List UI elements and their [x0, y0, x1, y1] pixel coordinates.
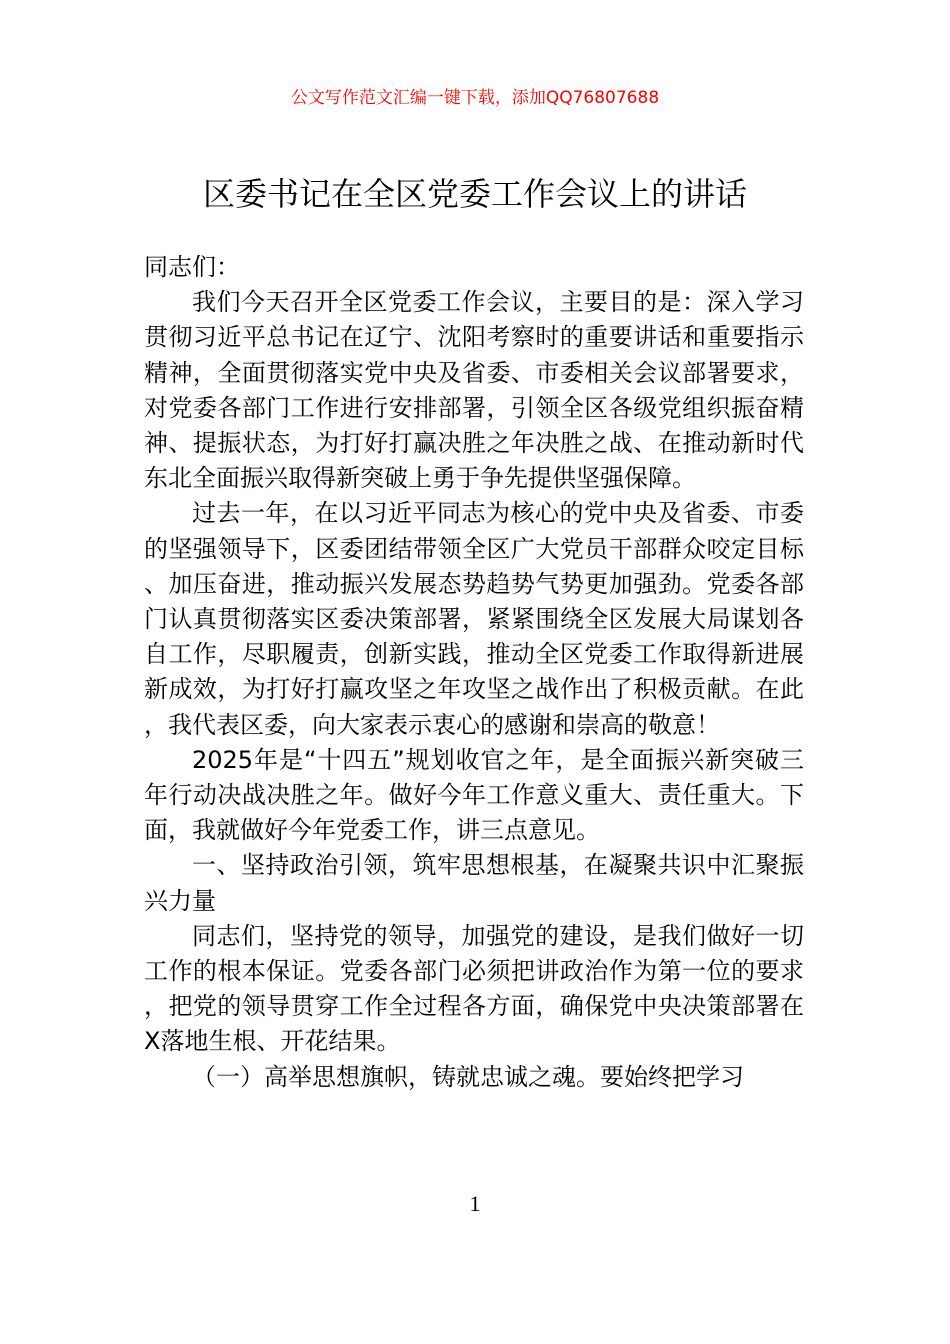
section-heading: 一、坚持政治引领，筑牢思想根基，在凝聚共识中汇聚振兴力量: [144, 851, 804, 915]
salutation: 同志们：: [144, 253, 240, 281]
paragraph: 2025年是“十四五”规划收官之年，是全面振兴新突破三年行动决战决胜之年。做好今年工作意义重大、责任重大。下面，我就做好今年党委工作，讲三点意见。: [144, 745, 804, 845]
promo-banner: 公文写作范文汇编一键下载，添加QQ76807688: [290, 88, 660, 108]
paragraph: 我们今天召开全区党委工作会议，主要目的是：深入学习贯彻习近平总书记在辽宁、沈阳考察时的重要讲话和重要指示精神，全面贯彻落实党中央及省委、市委相关会议部署要求，对党委各部门工作进行安排部署，引领全区各级党组织振奋精神、提振状态，为打好打赢决胜之年决胜之战、在推动新时代东北全面振兴取得新突破上勇于争先提供坚强保障。: [144, 288, 804, 493]
paragraph: 同志们，坚持党的领导，加强党的建设，是我们做好一切工作的根本保证。党委各部门必须把讲政治作为第一位的要求，把党的领导贯穿工作全过程各方面，确保党中央决策部署在X落地生根、开花结果。: [144, 921, 804, 1056]
paragraph: 过去一年，在以习近平同志为核心的党中央及省委、市委的坚强领导下，区委团结带领全区广大党员干部群众咬定目标、加压奋进，推动振兴发展态势趋势气势更加强劲。党委各部门认真贯彻落实区委决策部署，紧紧围绕全区发展大局谋划各自工作，尽职履责，创新实践，推动全区党委工作取得新进展新成效，为打好打赢攻坚之年攻坚之战作出了积极贡献。在此，我代表区委，向大家表示衷心的感谢和崇高的敬意！: [144, 499, 804, 739]
document-title: 区委书记在全区党委工作会议上的讲话: [202, 175, 747, 213]
page-number: 1: [469, 1191, 481, 1216]
document-body: [144, 250, 804, 1095]
paragraph: （一）高举思想旗帜，铸就忠诚之魂。要始终把学习: [192, 1062, 744, 1091]
